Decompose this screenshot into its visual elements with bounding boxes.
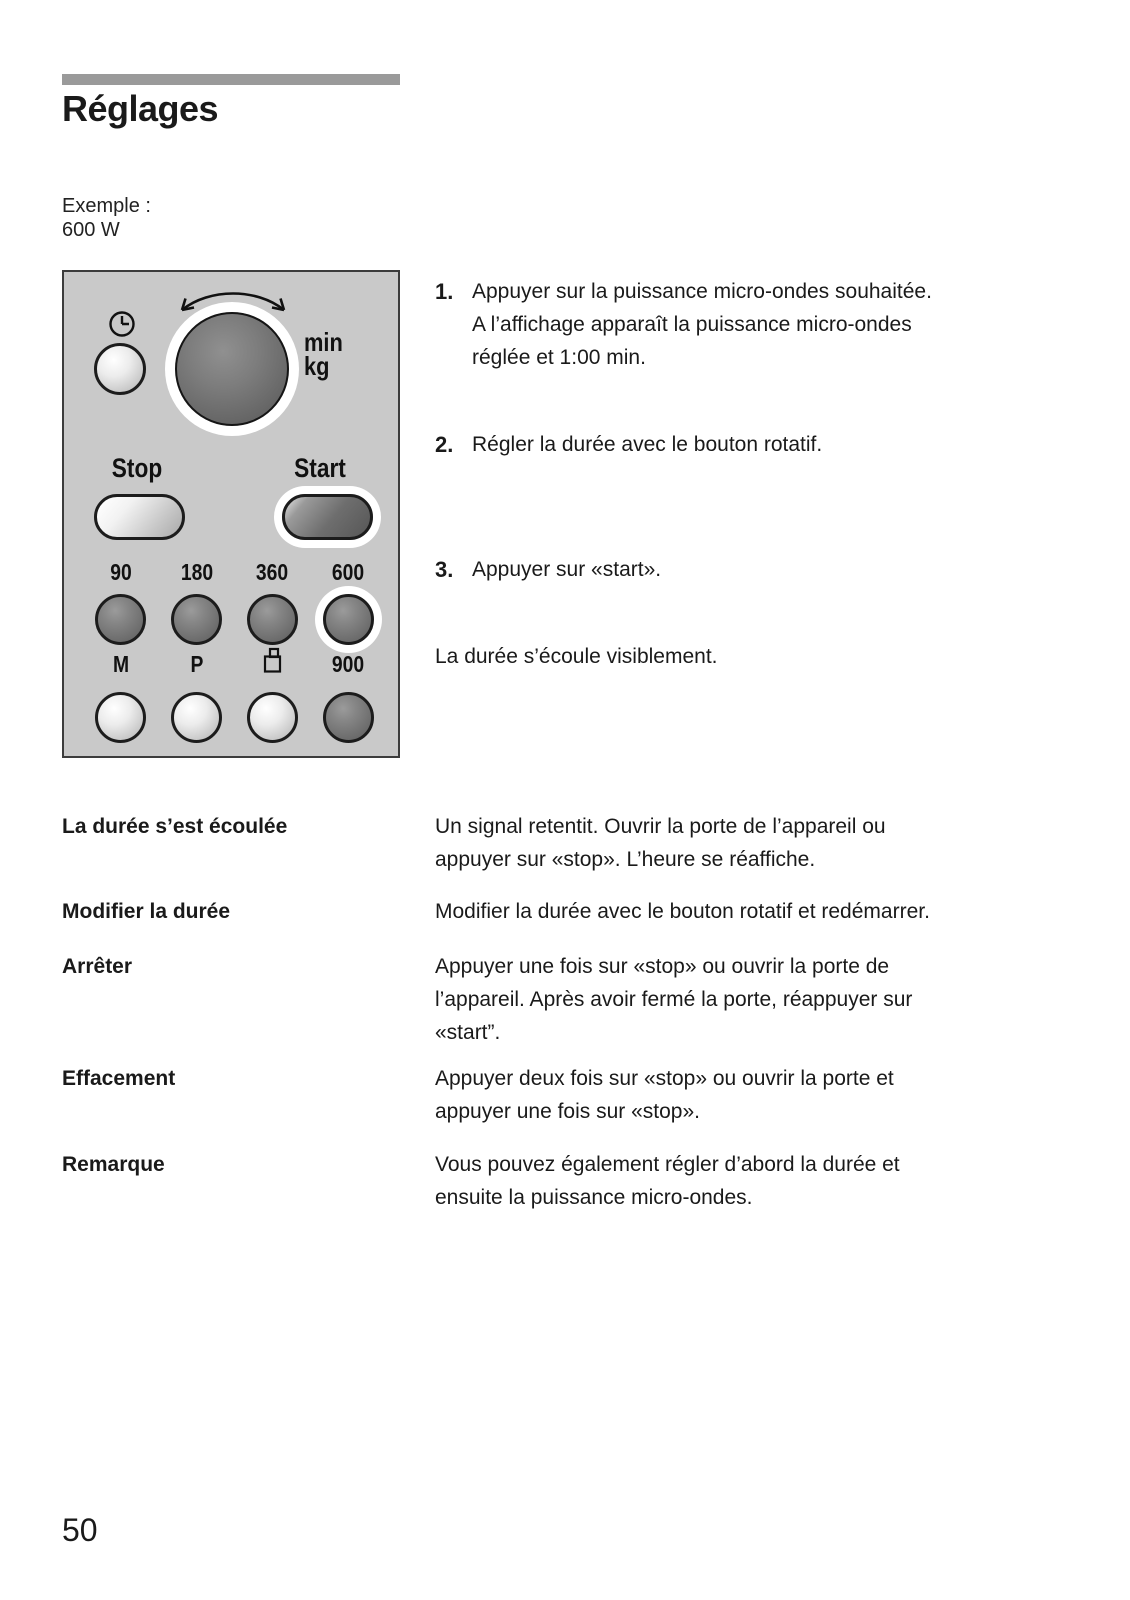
control-panel-illustration	[62, 270, 400, 758]
stop-label: Stop	[111, 453, 163, 483]
example-label: Exemple :	[62, 195, 151, 217]
power-button-90	[95, 594, 146, 645]
program-label: P	[190, 651, 204, 677]
power-button-180	[171, 594, 222, 645]
definition-description: Appuyer une fois sur «stop» ou ouvrir la porte de l’appareil. Après avoir fermé la porte, réappuyer sur «start”.	[435, 955, 913, 1044]
definition-description: Modifier la durée avec le bouton rotatif et redémarrer.	[435, 900, 930, 923]
weight-button	[247, 692, 298, 743]
stop-button	[94, 494, 185, 540]
power-label-90: 90	[110, 559, 132, 585]
step-text: Appuyer sur la puissance micro-ondes souhaitée. A l’affichage apparaît la puissance micro-ondes réglée et 1:00 min.	[472, 280, 932, 369]
memory-label: M	[112, 651, 130, 677]
power-900-label: 900	[331, 651, 365, 677]
title-rule	[62, 74, 400, 85]
clock-button	[94, 343, 146, 395]
start-label: Start	[294, 453, 346, 483]
page-title: Réglages	[62, 88, 219, 129]
power-button-360	[247, 594, 298, 645]
power-label-180: 180	[180, 559, 214, 585]
program-button	[171, 692, 222, 743]
knob-unit-label: min kg	[304, 327, 343, 381]
page-number: 50	[62, 1512, 98, 1548]
power-label-600: 600	[331, 559, 365, 585]
step-number: 2.	[435, 432, 454, 457]
definition-description: Vous pouvez également régler d’abord la durée et ensuite la puissance micro-ondes.	[435, 1153, 900, 1209]
step-text: Appuyer sur «start».	[472, 558, 662, 581]
definition-description: Un signal retentit. Ouvrir la porte de l’appareil ou appuyer sur «stop». L’heure se réaffiche.	[435, 815, 886, 871]
example-block	[62, 194, 151, 242]
definition-term: Modifier la durée	[62, 900, 231, 923]
step-text: Régler la durée avec le bouton rotatif.	[472, 433, 823, 456]
definition-term: Arrêter	[62, 955, 133, 978]
definition-term: Effacement	[62, 1067, 176, 1090]
definition-description: Appuyer deux fois sur «stop» ou ouvrir la porte et appuyer une fois sur «stop».	[435, 1067, 894, 1123]
step-number: 3.	[435, 557, 454, 582]
rotary-knob	[175, 312, 289, 426]
definition-term: La durée s’est écoulée	[62, 815, 288, 838]
clock-icon	[108, 310, 136, 338]
step-number: 1.	[435, 279, 454, 304]
memory-button	[95, 692, 146, 743]
power-label-360: 360	[255, 559, 289, 585]
power-button-600-highlighted	[323, 594, 374, 645]
example-value: 600 W	[62, 219, 120, 241]
definition-term: Remarque	[62, 1153, 165, 1176]
start-button	[282, 494, 373, 540]
timer-note: La durée s’écoule visiblement.	[435, 645, 718, 668]
weight-icon	[262, 647, 283, 674]
power-button-900	[323, 692, 374, 743]
